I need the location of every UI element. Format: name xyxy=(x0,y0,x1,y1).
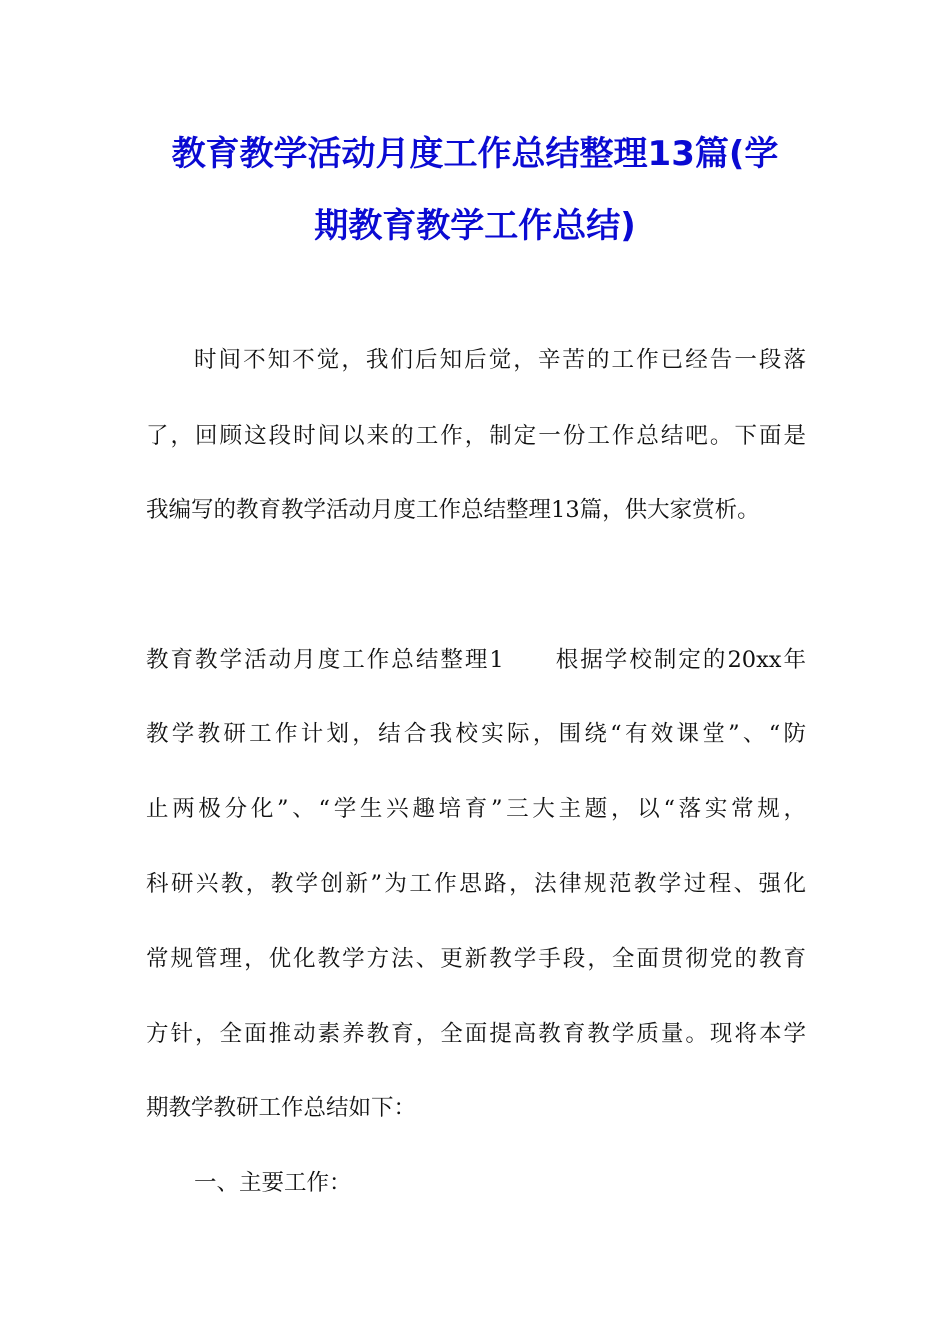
section1-line-6: 方针，全面推动素养教育，全面提高教育教学质量。现将本学 xyxy=(146,1021,806,1047)
section1-line-2: 教学教研工作计划，结合我校实际，围绕“有效课堂”、“防 xyxy=(146,721,806,747)
section1-heading: 教育教学活动月度工作总结整理1 xyxy=(146,647,504,673)
section1-first-text: 根据学校制定的20xx年 xyxy=(553,647,806,673)
section1-line-5: 常规管理，优化教学方法、更新教学手段，全面贯彻党的教育 xyxy=(146,946,806,972)
intro-line-2: 了，回顾这段时间以来的工作，制定一份工作总结吧。下面是 xyxy=(146,423,806,449)
intro-line-1: 时间不知不觉，我们后知后觉，辛苦的工作已经告一段落 xyxy=(194,347,806,373)
document-title-line-2: 期教育教学工作总结) xyxy=(314,206,636,246)
intro-line-3: 我编写的教育教学活动月度工作总结整理13篇，供大家赏析。 xyxy=(146,497,760,523)
section1-line-3: 止两极分化”、“学生兴趣培育”三大主题，以“落实常规， xyxy=(146,796,806,822)
document-title-line-1: 教育教学活动月度工作总结整理13篇(学 xyxy=(171,134,779,174)
section1-line-4: 科研兴教，教学创新”为工作思路，法律规范教学过程、强化 xyxy=(146,871,806,897)
section1-line-7: 期教学教研工作总结如下： xyxy=(146,1095,417,1121)
section1-first-line xyxy=(146,645,806,675)
subheading-main-work: 一、主要工作： xyxy=(194,1170,352,1196)
